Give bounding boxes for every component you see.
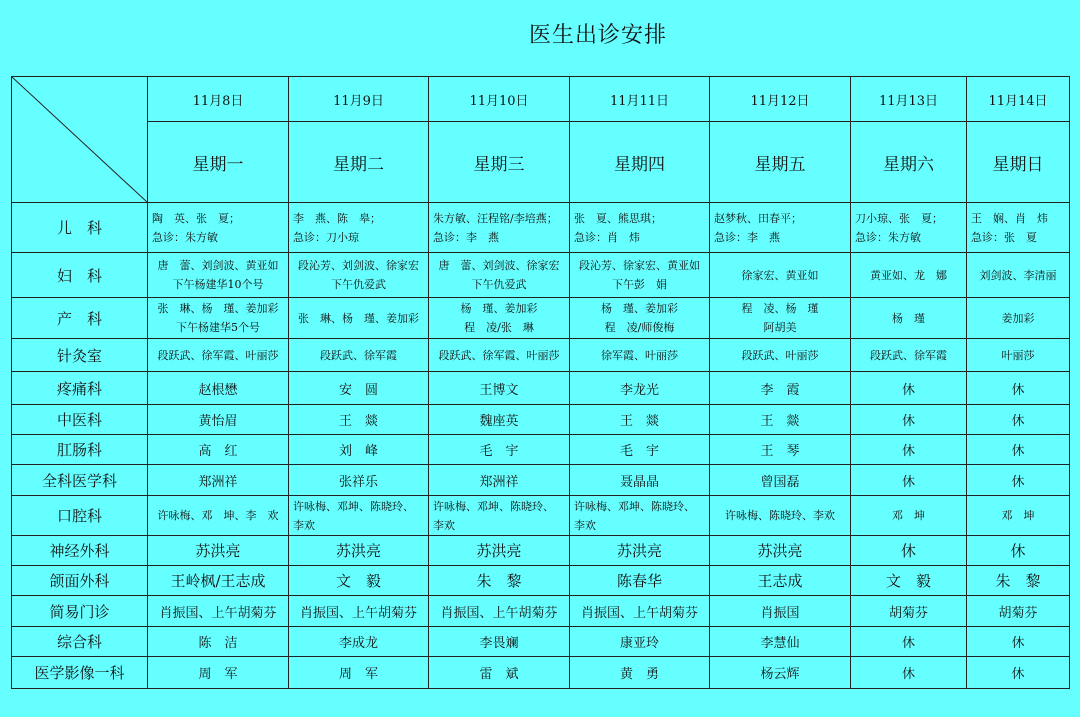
schedule-cell xyxy=(710,465,851,496)
doctor-line: 休 xyxy=(1011,414,1025,429)
department-name: 简易门诊 xyxy=(12,596,148,627)
schedule-cell xyxy=(710,496,851,536)
schedule-cell xyxy=(429,372,570,405)
weekday-header: 星期二 xyxy=(289,122,429,203)
schedule-table xyxy=(11,76,1070,689)
table-row xyxy=(12,566,1070,596)
schedule-cell xyxy=(570,657,710,689)
schedule-cell xyxy=(289,566,429,596)
doctor-line: 下午仇爱武 xyxy=(471,278,527,291)
schedule-cell xyxy=(967,339,1070,372)
doctor-line: 张祥乐 xyxy=(338,474,378,490)
schedule-cell xyxy=(570,339,710,372)
doctor-line: 唐 蕾、刘剑波、黄亚如 xyxy=(157,259,279,272)
schedule-cell xyxy=(429,298,570,339)
doctor-line: 刘 峰 xyxy=(338,444,378,459)
doctor-line: 段跃武、徐军霞、叶丽莎 xyxy=(438,348,560,362)
doctor-line: 陈春华 xyxy=(616,572,662,590)
doctor-line: 李成龙 xyxy=(338,636,378,651)
schedule-cell xyxy=(851,536,967,566)
doctor-line: 段沁芳、徐家宏、黄亚如 xyxy=(579,259,700,272)
department-name: 针灸室 xyxy=(12,339,148,372)
date-header: 11月10日 xyxy=(429,77,570,122)
doctor-line: 黄怡眉 xyxy=(198,414,238,429)
schedule-cell xyxy=(851,339,967,372)
schedule-cell xyxy=(148,405,289,435)
doctor-line: 急诊：李 燕 xyxy=(714,230,780,244)
doctor-line: 王博文 xyxy=(479,382,519,398)
schedule-cell xyxy=(429,566,570,596)
department-name: 妇 科 xyxy=(12,253,148,298)
table-row xyxy=(12,496,1070,536)
table-row xyxy=(12,203,1070,253)
schedule-cell xyxy=(710,536,851,566)
doctor-line: 休 xyxy=(901,474,915,490)
schedule-cell xyxy=(148,596,289,627)
doctor-line: 曾国磊 xyxy=(760,474,800,490)
doctor-line: 肖振国、上午胡菊芬 xyxy=(299,605,417,621)
doctor-line: 肖振国、上午胡菊芬 xyxy=(159,605,277,621)
schedule-cell xyxy=(967,298,1070,339)
schedule-cell xyxy=(570,465,710,496)
weekday-header: 星期日 xyxy=(967,122,1070,203)
doctor-line: 赵根懋 xyxy=(198,382,238,398)
schedule-cell xyxy=(289,536,429,566)
doctor-line: 程 凌/师俊梅 xyxy=(604,321,675,334)
table-row xyxy=(12,253,1070,298)
department-name: 医学影像一科 xyxy=(12,657,148,689)
doctor-line: 苏洪亮 xyxy=(757,542,803,560)
doctor-line: 杨 瑾 xyxy=(892,311,925,325)
page-title: 医生出诊安排 xyxy=(528,23,667,48)
doctor-line: 休 xyxy=(1011,636,1025,651)
schedule-cell xyxy=(289,596,429,627)
doctor-line: 段跃武、徐军霞 xyxy=(870,348,947,362)
doctor-line: 休 xyxy=(1011,474,1025,490)
weekday-header: 星期一 xyxy=(148,122,289,203)
schedule-cell xyxy=(967,253,1070,298)
schedule-cell xyxy=(570,203,710,253)
schedule-cell xyxy=(148,298,289,339)
schedule-cell xyxy=(967,536,1070,566)
doctor-line: 下午仇爱武 xyxy=(331,278,386,291)
schedule-cell xyxy=(710,298,851,339)
doctor-line: 段跃武、徐军霞 xyxy=(320,348,397,362)
doctor-line: 文 毅 xyxy=(885,572,931,590)
doctor-line: 段沁芳、刘剑波、徐家宏 xyxy=(298,259,419,272)
doctor-line: 休 xyxy=(901,414,915,429)
table-row xyxy=(12,596,1070,627)
schedule-cell xyxy=(851,405,967,435)
doctor-line: 休 xyxy=(1011,382,1025,398)
doctor-line: 王志成 xyxy=(757,572,803,590)
schedule-cell xyxy=(289,203,429,253)
diagonal-line xyxy=(12,77,147,202)
doctor-line: 毛 宇 xyxy=(479,444,519,459)
doctor-line: 郑洲祥 xyxy=(198,474,238,490)
schedule-cell xyxy=(148,339,289,372)
schedule-cell xyxy=(710,566,851,596)
doctor-line: 姜加彩 xyxy=(1001,311,1035,325)
doctor-line: 苏洪亮 xyxy=(195,542,241,560)
schedule-cell xyxy=(289,496,429,536)
doctor-line: 李欢 xyxy=(293,518,315,532)
schedule-cell xyxy=(289,627,429,657)
schedule-cell xyxy=(851,566,967,596)
doctor-line: 王 琴 xyxy=(760,444,800,459)
doctor-line: 雷 斌 xyxy=(479,667,519,682)
date-row xyxy=(12,77,1070,122)
schedule-cell xyxy=(148,465,289,496)
date-header: 11月11日 xyxy=(570,77,710,122)
doctor-line: 叶丽莎 xyxy=(1001,348,1035,362)
schedule-cell xyxy=(710,405,851,435)
department-name: 产 科 xyxy=(12,298,148,339)
doctor-line: 休 xyxy=(1010,542,1026,560)
schedule-cell xyxy=(570,253,710,298)
schedule-cell xyxy=(710,435,851,465)
department-name: 儿 科 xyxy=(12,203,148,253)
schedule-cell xyxy=(710,253,851,298)
department-name: 神经外科 xyxy=(12,536,148,566)
schedule-cell xyxy=(851,298,967,339)
date-header: 11月8日 xyxy=(148,77,289,122)
schedule-cell xyxy=(148,496,289,536)
date-header: 11月12日 xyxy=(710,77,851,122)
doctor-line: 王岭枫/王志成 xyxy=(170,572,266,590)
schedule-cell xyxy=(429,405,570,435)
doctor-line: 王 燚 xyxy=(619,414,659,429)
schedule-cell xyxy=(148,536,289,566)
doctor-line: 休 xyxy=(901,667,915,682)
doctor-line: 休 xyxy=(901,444,915,459)
doctor-line: 张 琳、杨 瑾、姜加彩 xyxy=(157,302,279,315)
doctor-line: 苏洪亮 xyxy=(335,542,381,560)
schedule-cell xyxy=(148,627,289,657)
doctor-line: 杨云辉 xyxy=(760,667,800,682)
schedule-cell xyxy=(148,657,289,689)
doctor-line: 胡菊芬 xyxy=(998,605,1038,621)
doctor-line: 朱 黎 xyxy=(476,572,522,590)
doctor-line: 邓 坤 xyxy=(1001,509,1035,522)
doctor-line: 休 xyxy=(900,542,916,560)
doctor-line: 许咏梅、邓坤、陈晓玲、 xyxy=(433,499,554,513)
department-name: 肛肠科 xyxy=(12,435,148,465)
doctor-line: 许咏梅、陈晓玲、李欢 xyxy=(725,509,835,522)
schedule-cell xyxy=(289,465,429,496)
doctor-line: 黄 勇 xyxy=(619,667,659,682)
doctor-line: 许咏梅、邓坤、陈晓玲、 xyxy=(574,499,695,513)
schedule-cell xyxy=(429,203,570,253)
schedule-cell xyxy=(967,496,1070,536)
doctor-line: 许咏梅、邓 坤、李 欢 xyxy=(157,509,279,522)
schedule-cell xyxy=(851,435,967,465)
doctor-line: 高 红 xyxy=(198,444,238,459)
schedule-cell xyxy=(429,496,570,536)
department-name: 口腔科 xyxy=(12,496,148,536)
schedule-cell xyxy=(429,465,570,496)
schedule-cell xyxy=(429,435,570,465)
schedule-cell xyxy=(148,203,289,253)
doctor-line: 苏洪亮 xyxy=(476,542,522,560)
doctor-line: 段跃武、徐军霞、叶丽莎 xyxy=(157,348,279,362)
doctor-line: 赵梦秋、田春平； xyxy=(714,211,802,225)
doctor-line: 李欢 xyxy=(574,518,596,532)
doctor-line: 下午杨建华10个号 xyxy=(172,278,264,291)
schedule-body xyxy=(12,203,1070,689)
date-header: 11月14日 xyxy=(967,77,1070,122)
doctor-line: 急诊：朱方敏 xyxy=(152,230,218,244)
doctor-line: 苏洪亮 xyxy=(616,542,662,560)
date-header: 11月9日 xyxy=(289,77,429,122)
weekday-header: 星期六 xyxy=(851,122,967,203)
doctor-line: 杨 瑾、姜加彩 xyxy=(601,302,678,315)
schedule-cell xyxy=(429,536,570,566)
doctor-line: 李 燕、陈 皋； xyxy=(293,211,381,225)
doctor-line: 急诊：李 燕 xyxy=(433,230,499,244)
doctor-line: 黄亚如、龙 娜 xyxy=(870,268,947,282)
doctor-line: 肖振国 xyxy=(760,605,800,621)
schedule-cell xyxy=(967,566,1070,596)
weekday-header: 星期三 xyxy=(429,122,570,203)
schedule-cell xyxy=(570,596,710,627)
table-row xyxy=(12,298,1070,339)
department-name: 颌面外科 xyxy=(12,566,148,596)
doctor-line: 李龙光 xyxy=(619,382,659,398)
doctor-line: 急诊：肖 炜 xyxy=(574,230,640,244)
weekday-header: 星期五 xyxy=(710,122,851,203)
doctor-line: 胡菊芬 xyxy=(888,605,928,621)
schedule-cell xyxy=(429,596,570,627)
schedule-cell xyxy=(570,536,710,566)
schedule-cell xyxy=(851,203,967,253)
doctor-line: 周 军 xyxy=(198,667,238,682)
table-row xyxy=(12,339,1070,372)
doctor-line: 程 凌、杨 瑾 xyxy=(741,302,819,315)
table-row xyxy=(12,435,1070,465)
table-row xyxy=(12,536,1070,566)
doctor-line: 魏座英 xyxy=(479,414,519,429)
doctor-line: 李慧仙 xyxy=(760,636,800,651)
doctor-line: 阿胡美 xyxy=(763,321,797,334)
weekday-header: 星期四 xyxy=(570,122,710,203)
schedule-cell xyxy=(851,372,967,405)
schedule-cell xyxy=(967,203,1070,253)
doctor-line: 急诊：刀小琼 xyxy=(293,230,359,244)
doctor-line: 刀小琼、张 夏； xyxy=(855,211,943,225)
doctor-line: 周 军 xyxy=(338,667,378,682)
schedule-cell xyxy=(570,298,710,339)
schedule-cell xyxy=(851,465,967,496)
table-row xyxy=(12,405,1070,435)
schedule-cell xyxy=(148,435,289,465)
schedule-cell xyxy=(148,253,289,298)
doctor-line: 王 娴、肖 炜 xyxy=(971,211,1048,225)
schedule-cell xyxy=(429,339,570,372)
doctor-line: 急诊：张 夏 xyxy=(971,230,1037,244)
weekday-row xyxy=(12,122,1070,203)
schedule-cell xyxy=(570,496,710,536)
doctor-line: 张 夏、熊思琪； xyxy=(574,211,662,225)
schedule-cell xyxy=(289,657,429,689)
date-header: 11月13日 xyxy=(851,77,967,122)
schedule-cell xyxy=(967,657,1070,689)
schedule-cell xyxy=(967,372,1070,405)
schedule-cell xyxy=(967,596,1070,627)
table-row xyxy=(12,372,1070,405)
doctor-line: 朱 黎 xyxy=(995,572,1041,590)
doctor-line: 徐军霞、叶丽莎 xyxy=(601,348,678,362)
doctor-line: 徐家宏、黄亚如 xyxy=(741,268,819,282)
doctor-line: 程 凌/张 琳 xyxy=(464,321,534,334)
doctor-line: 邓 坤 xyxy=(892,509,925,522)
schedule-cell xyxy=(710,627,851,657)
doctor-line: 张 琳、杨 瑾、姜加彩 xyxy=(298,311,419,325)
department-name: 全科医学科 xyxy=(12,465,148,496)
doctor-line: 李畏斓 xyxy=(479,636,519,651)
schedule-cell xyxy=(710,596,851,627)
doctor-line: 李 霞 xyxy=(760,382,800,398)
schedule-cell xyxy=(710,339,851,372)
doctor-line: 段跃武、叶丽莎 xyxy=(741,348,819,362)
schedule-cell xyxy=(570,435,710,465)
schedule-cell xyxy=(429,253,570,298)
schedule-cell xyxy=(710,657,851,689)
schedule-cell xyxy=(967,405,1070,435)
table-row xyxy=(12,465,1070,496)
doctor-line: 王 燚 xyxy=(760,414,800,429)
schedule-cell xyxy=(289,372,429,405)
doctor-line: 刘剑波、李清丽 xyxy=(979,268,1057,282)
doctor-line: 朱方敏、汪程铭/李培燕； xyxy=(433,211,558,225)
schedule-cell xyxy=(710,203,851,253)
schedule-cell xyxy=(851,253,967,298)
doctor-line: 毛 宇 xyxy=(619,444,659,459)
schedule-cell xyxy=(289,339,429,372)
doctor-line: 下午彭 娟 xyxy=(612,278,667,291)
doctor-line: 郑洲祥 xyxy=(479,474,519,490)
schedule-cell xyxy=(148,566,289,596)
doctor-line: 肖振国、上午胡菊芬 xyxy=(580,605,698,621)
doctor-line: 文 毅 xyxy=(335,572,381,590)
schedule-cell xyxy=(570,566,710,596)
doctor-line: 下午杨建华5个号 xyxy=(176,321,260,334)
doctor-line: 李欢 xyxy=(433,518,455,532)
schedule-cell xyxy=(851,627,967,657)
doctor-line: 杨 瑾、姜加彩 xyxy=(460,302,538,315)
schedule-cell xyxy=(289,253,429,298)
schedule-cell xyxy=(429,627,570,657)
schedule-cell xyxy=(289,298,429,339)
schedule-cell xyxy=(570,405,710,435)
doctor-line: 唐 蕾、刘剑波、徐家宏 xyxy=(438,259,560,272)
doctor-line: 急诊：朱方敏 xyxy=(855,230,921,244)
table-row xyxy=(12,627,1070,657)
doctor-line: 陶 英、张 夏； xyxy=(152,211,240,225)
schedule-cell xyxy=(851,657,967,689)
schedule-cell xyxy=(967,435,1070,465)
department-name: 中医科 xyxy=(12,405,148,435)
doctor-line: 聂晶晶 xyxy=(619,474,659,490)
department-name: 疼痛科 xyxy=(12,372,148,405)
doctor-line: 休 xyxy=(1011,667,1025,682)
doctor-line: 王 燚 xyxy=(338,414,378,429)
doctor-line: 休 xyxy=(901,636,915,651)
corner-cell xyxy=(12,77,148,203)
schedule-cell xyxy=(570,627,710,657)
schedule-cell xyxy=(289,435,429,465)
schedule-cell xyxy=(967,465,1070,496)
schedule-cell xyxy=(851,596,967,627)
schedule-cell xyxy=(570,372,710,405)
doctor-line: 安 圆 xyxy=(338,382,378,398)
schedule-cell xyxy=(289,405,429,435)
doctor-line: 康亚玲 xyxy=(619,636,659,651)
department-name: 综合科 xyxy=(12,627,148,657)
doctor-line: 休 xyxy=(901,382,915,398)
schedule-cell xyxy=(851,496,967,536)
table-row xyxy=(12,657,1070,689)
doctor-line: 休 xyxy=(1011,444,1025,459)
doctor-line: 许咏梅、邓坤、陈晓玲、 xyxy=(293,499,414,513)
doctor-line: 肖振国、上午胡菊芬 xyxy=(440,605,558,621)
schedule-cell xyxy=(710,372,851,405)
schedule-cell xyxy=(429,657,570,689)
schedule-cell xyxy=(148,372,289,405)
schedule-cell xyxy=(967,627,1070,657)
doctor-line: 陈 洁 xyxy=(198,636,238,651)
